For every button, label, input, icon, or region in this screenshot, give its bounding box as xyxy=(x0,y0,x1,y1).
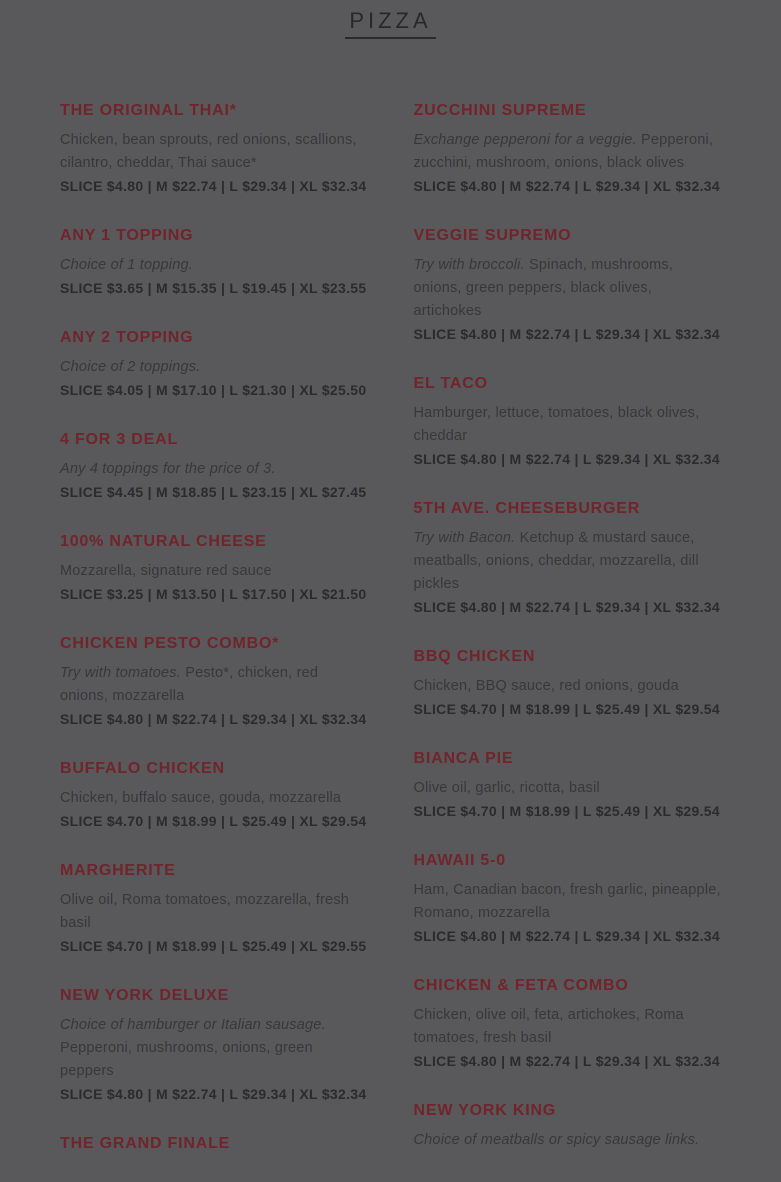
menu-item-description-text: Pepperoni, zucchini, mushroom, onions, black olives xyxy=(413,132,714,171)
menu-column-left xyxy=(60,101,368,1182)
menu-item-name: ANY 1 TOPPING xyxy=(60,227,194,244)
menu-item-prices: SLICE $4.70 | M $18.99 | L $25.49 | XL $29.55 xyxy=(60,938,367,954)
menu-item-description xyxy=(414,777,722,800)
menu-item-description-text: Pepperoni, mushrooms, onions, green peppers xyxy=(60,1040,313,1079)
menu-item xyxy=(414,374,722,471)
menu-item-description-text: Hamburger, lettuce, tomatoes, black olives, cheddar xyxy=(413,405,700,444)
menu-item xyxy=(60,101,368,198)
menu-item-description xyxy=(60,662,368,708)
menu-item-name: VEGGIE SUPREMO xyxy=(413,227,572,244)
menu-item xyxy=(414,647,722,721)
menu-item-description xyxy=(414,675,722,698)
menu-item-prices: SLICE $4.05 | M $17.10 | L $21.30 | XL $25.50 xyxy=(60,382,367,398)
menu-item xyxy=(414,226,722,346)
menu-item-name: BBQ CHICKEN xyxy=(413,648,536,665)
menu-column-right xyxy=(414,101,722,1182)
menu-item-name: ANY 2 TOPPING xyxy=(60,329,194,346)
menu-item-name: NEW YORK DELUXE xyxy=(60,987,230,1004)
menu-item-description-text: Chicken, olive oil, feta, artichokes, Roma tomatoes, fresh basil xyxy=(413,1007,684,1046)
menu-item-prices: SLICE $3.25 | M $13.50 | L $17.50 | XL $21.50 xyxy=(60,586,367,602)
menu-item-description-note: Try with Bacon. xyxy=(413,530,516,546)
menu-item-description-text: Pesto*, chicken, red onions, mozzarella xyxy=(60,665,319,704)
menu-item-description xyxy=(414,527,722,596)
menu-item-prices: SLICE $4.80 | M $22.74 | L $29.34 | XL $32.34 xyxy=(60,711,367,727)
menu-item-description-note: Choice of meatballs or spicy sausage links. xyxy=(413,1132,700,1148)
menu-item-description xyxy=(414,1004,722,1050)
menu-item-prices: SLICE $4.80 | M $22.74 | L $29.34 | XL $32.34 xyxy=(60,178,367,194)
menu-item-name: THE ORIGINAL THAI* xyxy=(60,102,237,119)
menu-item-description-note: Try with broccoli. xyxy=(413,257,525,273)
menu-columns xyxy=(60,101,721,1182)
menu-item-description-text: Chicken, bean sprouts, red onions, scallions, cilantro, cheddar, Thai sauce* xyxy=(60,132,357,171)
menu-item-prices: SLICE $4.70 | M $18.99 | L $25.49 | XL $29.54 xyxy=(60,813,367,829)
menu-item-description xyxy=(60,129,368,175)
menu-item-description-note: Try with tomatoes. xyxy=(60,665,181,681)
menu-item-description xyxy=(414,1129,722,1152)
menu-item-prices: SLICE $4.80 | M $22.74 | L $29.34 | XL $32.34 xyxy=(413,1053,720,1069)
menu-item-description-text: Ham, Canadian bacon, fresh garlic, pineapple, Romano, mozzarella xyxy=(413,882,721,921)
menu-item-description-text: Olive oil, garlic, ricotta, basil xyxy=(413,780,600,796)
menu-item-name: BIANCA PIE xyxy=(413,750,514,767)
menu-item-description-text: Spinach, mushrooms, onions, green peppers, black olives, artichokes xyxy=(413,257,674,319)
menu-item-description-note: Choice of 2 toppings. xyxy=(60,359,201,375)
menu-item-name: MARGHERITE xyxy=(60,862,176,879)
menu-item xyxy=(60,532,368,606)
menu-item xyxy=(414,499,722,619)
menu-item-description xyxy=(60,889,368,935)
menu-item-description-note: Exchange pepperoni for a veggie. xyxy=(413,132,637,148)
menu-item-name: 5TH AVE. CHEESEBURGER xyxy=(413,500,641,517)
menu-item xyxy=(60,226,368,300)
menu-item-name: BUFFALO CHICKEN xyxy=(60,760,225,777)
menu-item-description-text: Mozzarella, signature red sauce xyxy=(60,563,272,579)
menu-item xyxy=(414,1101,722,1152)
menu-item-name: HAWAII 5-0 xyxy=(413,852,506,869)
menu-item-description-note: Choice of hamburger or Italian sausage. xyxy=(60,1017,326,1033)
menu-item-description xyxy=(60,254,368,277)
menu-item xyxy=(60,328,368,402)
menu-item xyxy=(60,1134,368,1154)
menu-item xyxy=(414,851,722,948)
menu-item-description xyxy=(60,458,368,481)
menu-item-description-text: Ketchup & mustard sauce, meatballs, onions, cheddar, mozzarella, dill pickles xyxy=(413,530,699,592)
menu-item-description xyxy=(414,402,722,448)
menu-item-prices: SLICE $4.80 | M $22.74 | L $29.34 | XL $32.34 xyxy=(413,599,720,615)
menu-item-description-text: Olive oil, Roma tomatoes, mozzarella, fresh basil xyxy=(60,892,350,931)
menu-item-name: EL TACO xyxy=(413,375,488,392)
menu-item-prices: SLICE $4.45 | M $18.85 | L $23.15 | XL $27.45 xyxy=(60,484,367,500)
menu-item-name: ZUCCHINI SUPREME xyxy=(413,102,587,119)
menu-item xyxy=(414,101,722,198)
menu-item-prices: SLICE $3.65 | M $15.35 | L $19.45 | XL $23.55 xyxy=(60,280,367,296)
menu-item-prices: SLICE $4.80 | M $22.74 | L $29.34 | XL $32.34 xyxy=(413,451,720,467)
menu-item xyxy=(414,976,722,1073)
menu-item-description xyxy=(60,560,368,583)
menu-section-header xyxy=(60,8,721,39)
menu-item-prices: SLICE $4.80 | M $22.74 | L $29.34 | XL $32.34 xyxy=(413,178,720,194)
menu-item-prices: SLICE $4.70 | M $18.99 | L $25.49 | XL $29.54 xyxy=(413,803,720,819)
menu-item-prices: SLICE $4.80 | M $22.74 | L $29.34 | XL $32.34 xyxy=(60,1086,367,1102)
page-title: PIZZA xyxy=(345,8,435,39)
menu-item xyxy=(60,430,368,504)
menu-item-description-note: Choice of 1 topping. xyxy=(60,257,193,273)
menu-item-description xyxy=(414,129,722,175)
menu-item-prices: SLICE $4.80 | M $22.74 | L $29.34 | XL $32.34 xyxy=(413,928,720,944)
menu-item-description xyxy=(60,1014,368,1083)
menu-item-description-text: Chicken, buffalo sauce, gouda, mozzarella xyxy=(60,790,342,806)
menu-item xyxy=(414,749,722,823)
menu-item-name: NEW YORK KING xyxy=(413,1102,557,1119)
menu-item-name: 100% NATURAL CHEESE xyxy=(60,533,267,550)
menu-item-description xyxy=(60,787,368,810)
menu-item-prices: SLICE $4.70 | M $18.99 | L $25.49 | XL $29.54 xyxy=(413,701,720,717)
menu-item-name: 4 FOR 3 DEAL xyxy=(60,431,179,448)
menu-item-name: THE GRAND FINALE xyxy=(60,1135,231,1152)
menu-item-description xyxy=(414,254,722,323)
menu-item-description-note: Any 4 toppings for the price of 3. xyxy=(60,461,276,477)
menu-item xyxy=(60,759,368,833)
menu-item-description xyxy=(414,879,722,925)
menu-item-name: CHICKEN PESTO COMBO* xyxy=(60,635,280,652)
menu-item xyxy=(60,861,368,958)
menu-item xyxy=(60,634,368,731)
menu-item-prices: SLICE $4.80 | M $22.74 | L $29.34 | XL $32.34 xyxy=(413,326,720,342)
menu-item-description xyxy=(60,356,368,379)
menu-item xyxy=(60,986,368,1106)
menu-item-description-text: Chicken, BBQ sauce, red onions, gouda xyxy=(413,678,679,694)
menu-item-name: CHICKEN & FETA COMBO xyxy=(413,977,629,994)
